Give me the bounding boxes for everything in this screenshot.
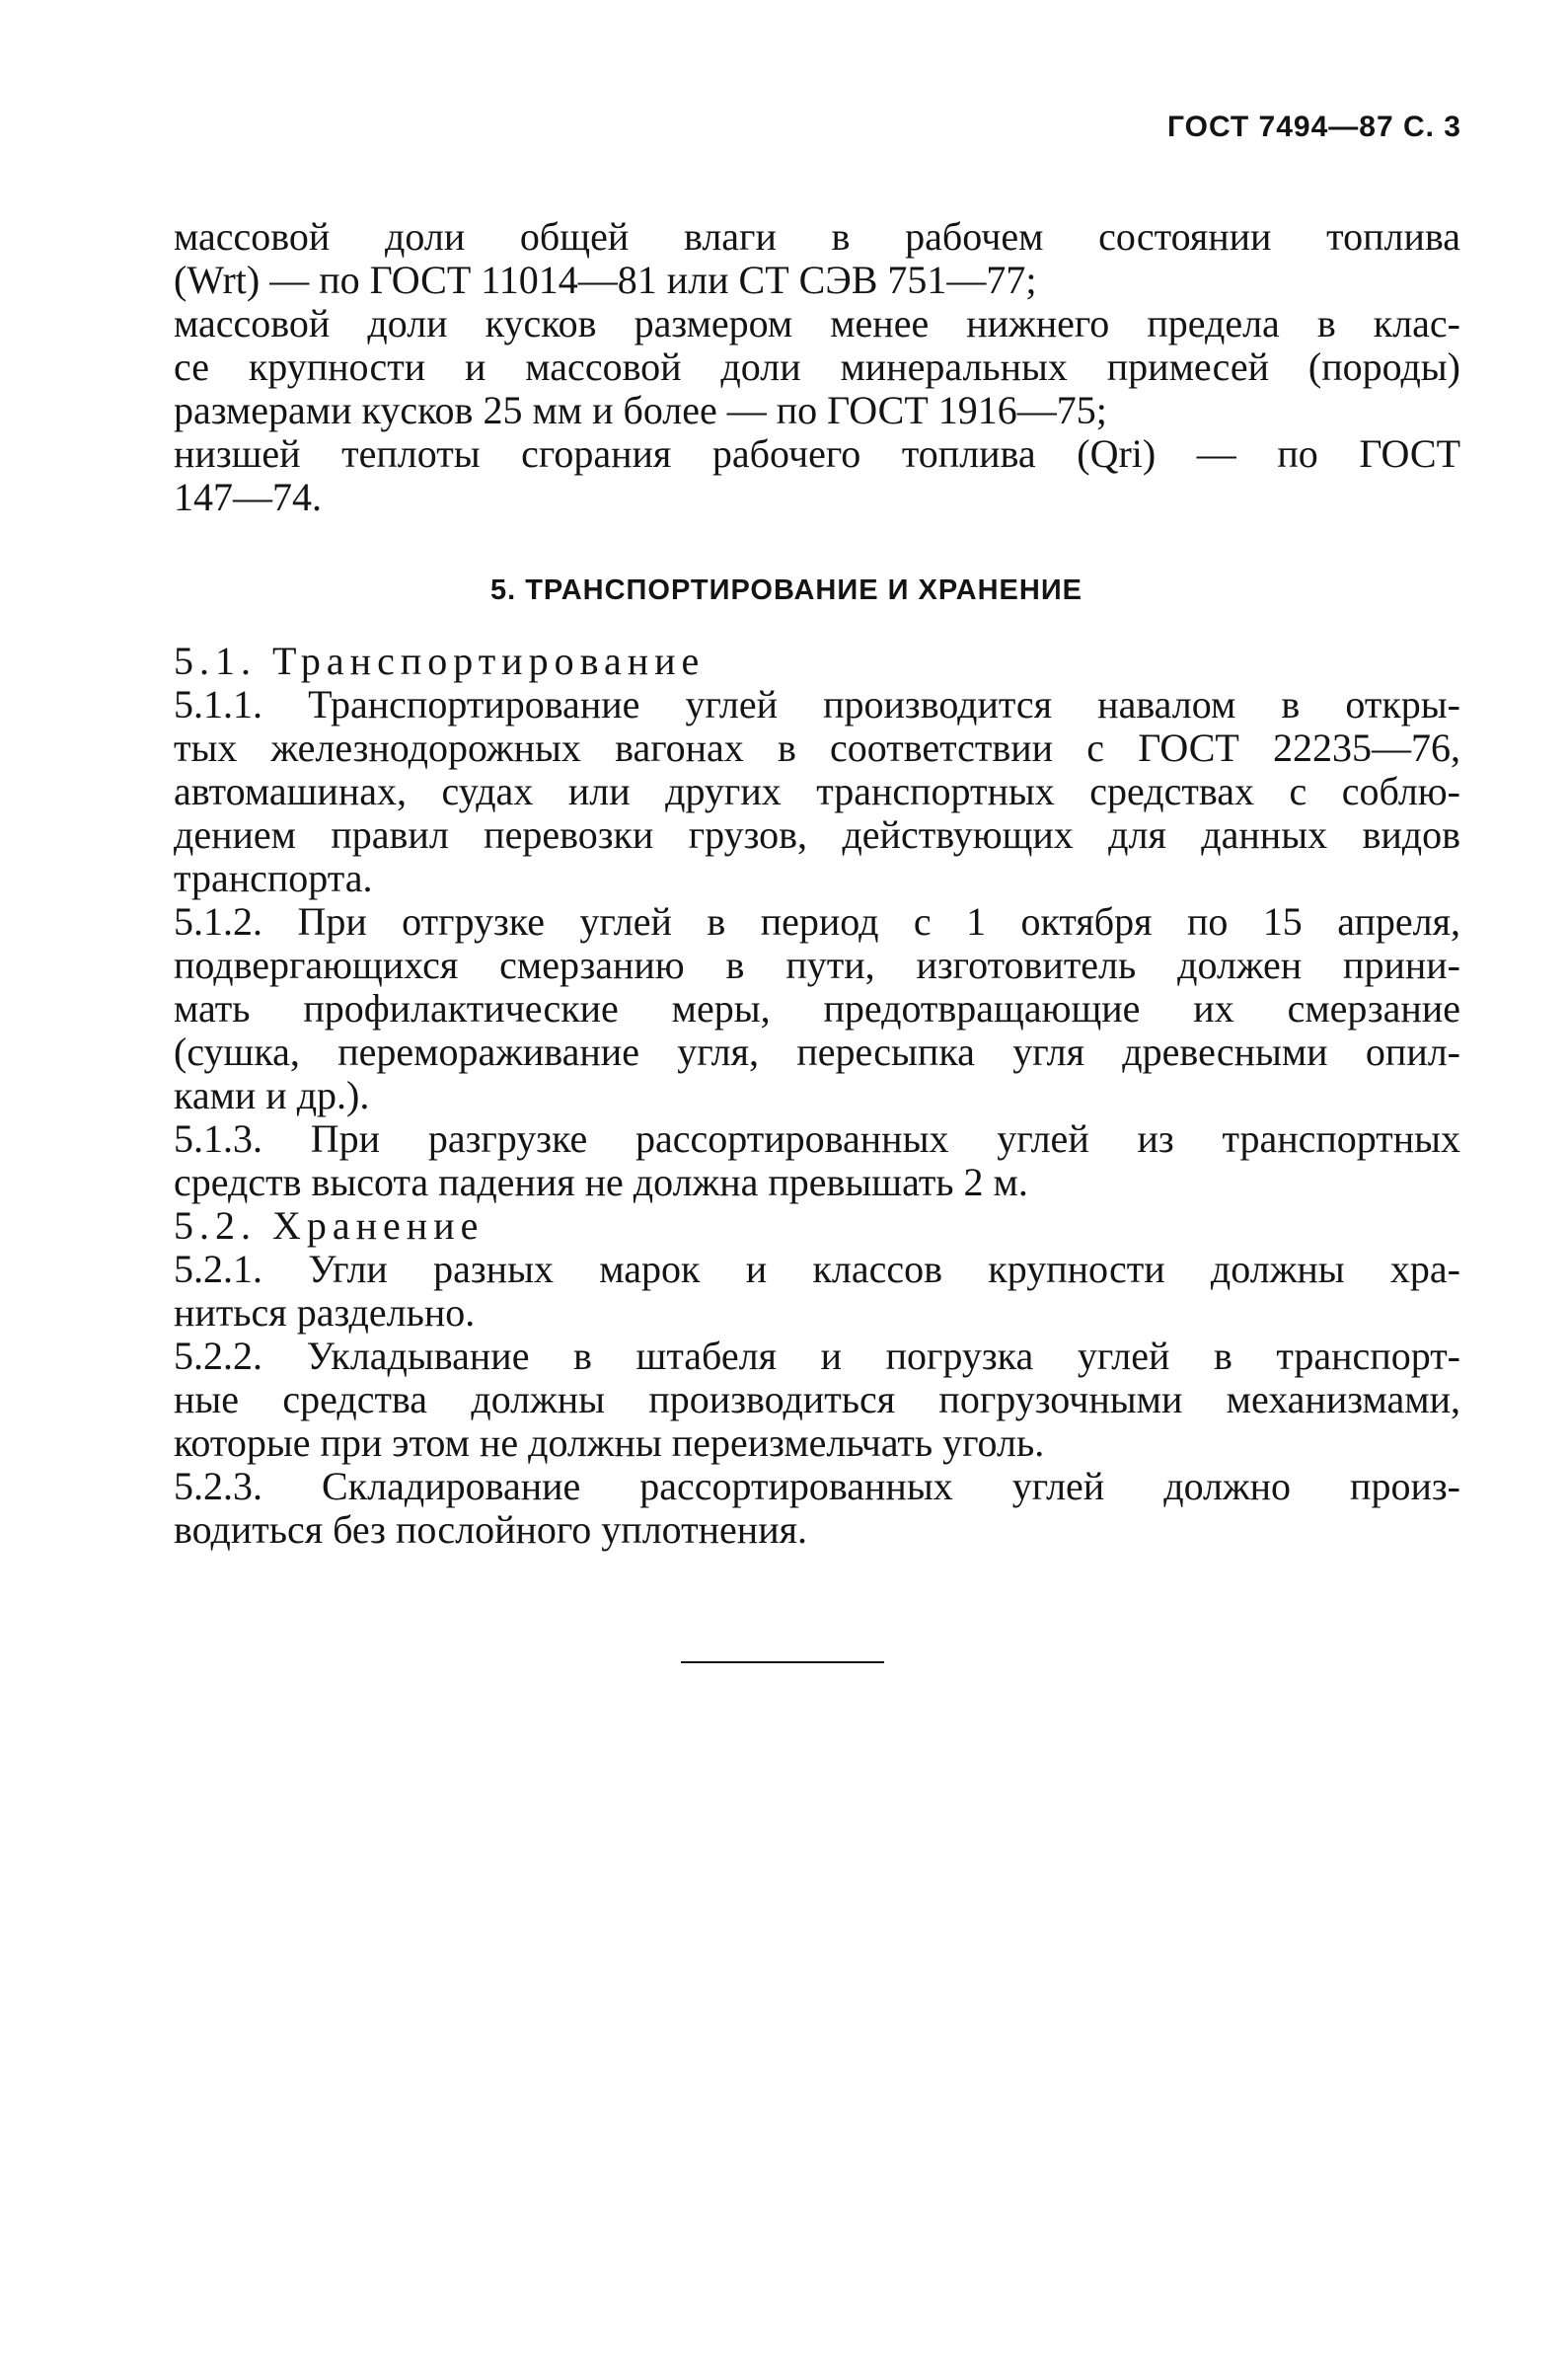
text-line: автомашинах, судах или других транспортных средствах с соблю-: [174, 769, 1460, 813]
clause-5-1-3: [112, 1117, 1460, 1204]
clause-5-2: [112, 1204, 1460, 1248]
text-line: мать профилактические меры, предотвращающие их смерзание: [174, 986, 1460, 1031]
text-line: 5.1.3. При разгрузке рассортированных углей из транспортных: [174, 1116, 1460, 1161]
text-line: 147—74.: [174, 475, 322, 519]
text-line: 5.1.2. При отгрузке углей в период с 1 октября по 15 апреля,: [174, 899, 1460, 944]
page-header: ГОСТ 7494—87 С. 3: [1167, 111, 1461, 143]
paragraph-heat: [112, 432, 1460, 519]
text-line: (сушка, перемораживание угля, пересыпка угля древесными опил-: [174, 1030, 1460, 1074]
document-body: [112, 215, 1460, 1552]
clause-5-2-2: [112, 1335, 1460, 1465]
text-line: размерами кусков 25 мм и более — по ГОСТ 1916—75;: [174, 388, 1107, 432]
text-line: дением правил перевозки грузов, действующих для данных видов: [174, 812, 1460, 857]
text-line: массовой доли кусков размером менее нижнего предела в клас-: [174, 301, 1460, 345]
text-line: 5.2. Хранение: [174, 1203, 485, 1248]
paragraph-lump-fraction: [112, 302, 1460, 432]
text-line: 5.2.1. Угли разных марок и классов крупности должны хра-: [174, 1247, 1460, 1291]
text-line: (Wrt) — по ГОСТ 11014—81 или СТ СЭВ 751—77;: [174, 258, 1037, 302]
text-line: тых железнодорожных вагонах в соответствии с ГОСТ 22235—76,: [174, 726, 1460, 770]
clause-5-1-1: [112, 683, 1460, 900]
text-line: подвергающихся смерзанию в пути, изготовитель должен прини-: [174, 943, 1460, 987]
end-divider: [681, 1661, 884, 1663]
paragraph-moisture: [112, 215, 1460, 302]
section-title: 5. ТРАНСПОРТИРОВАНИЕ И ХРАНЕНИЕ: [489, 574, 1083, 606]
text-line: 5.1.1. Транспортирование углей производится навалом в откры-: [174, 682, 1460, 726]
text-line: се крупности и массовой доли минеральных примесей (породы): [174, 344, 1460, 389]
text-line: ные средства должны производиться погрузочными механизмами,: [174, 1377, 1460, 1421]
clause-5-1: [112, 640, 1460, 683]
clause-5-1-2: [112, 900, 1460, 1117]
text-line: 5.1. Транспортирование: [174, 639, 706, 683]
text-line: 5.2.3. Складирование рассортированных углей должно произ-: [174, 1464, 1460, 1508]
text-line: массовой доли общей влаги в рабочем состоянии топлива: [174, 214, 1460, 259]
text-line: низшей теплоты сгорания рабочего топлива (Qri) — по ГОСТ: [174, 431, 1460, 476]
text-line: ниться раздельно.: [174, 1290, 476, 1335]
text-line: средств высота падения не должна превышать 2 м.: [174, 1160, 1028, 1204]
text-line: 5.2.2. Укладывание в штабеля и погрузка углей в транспорт-: [174, 1334, 1460, 1378]
text-line: водиться без послойного уплотнения.: [174, 1507, 807, 1552]
text-line: ками и др.).: [174, 1073, 370, 1117]
clause-5-2-1: [112, 1248, 1460, 1335]
text-line: которые при этом не должны переизмельчать уголь.: [174, 1420, 1045, 1465]
text-line: транспорта.: [174, 856, 373, 900]
clause-5-2-3: [112, 1465, 1460, 1552]
